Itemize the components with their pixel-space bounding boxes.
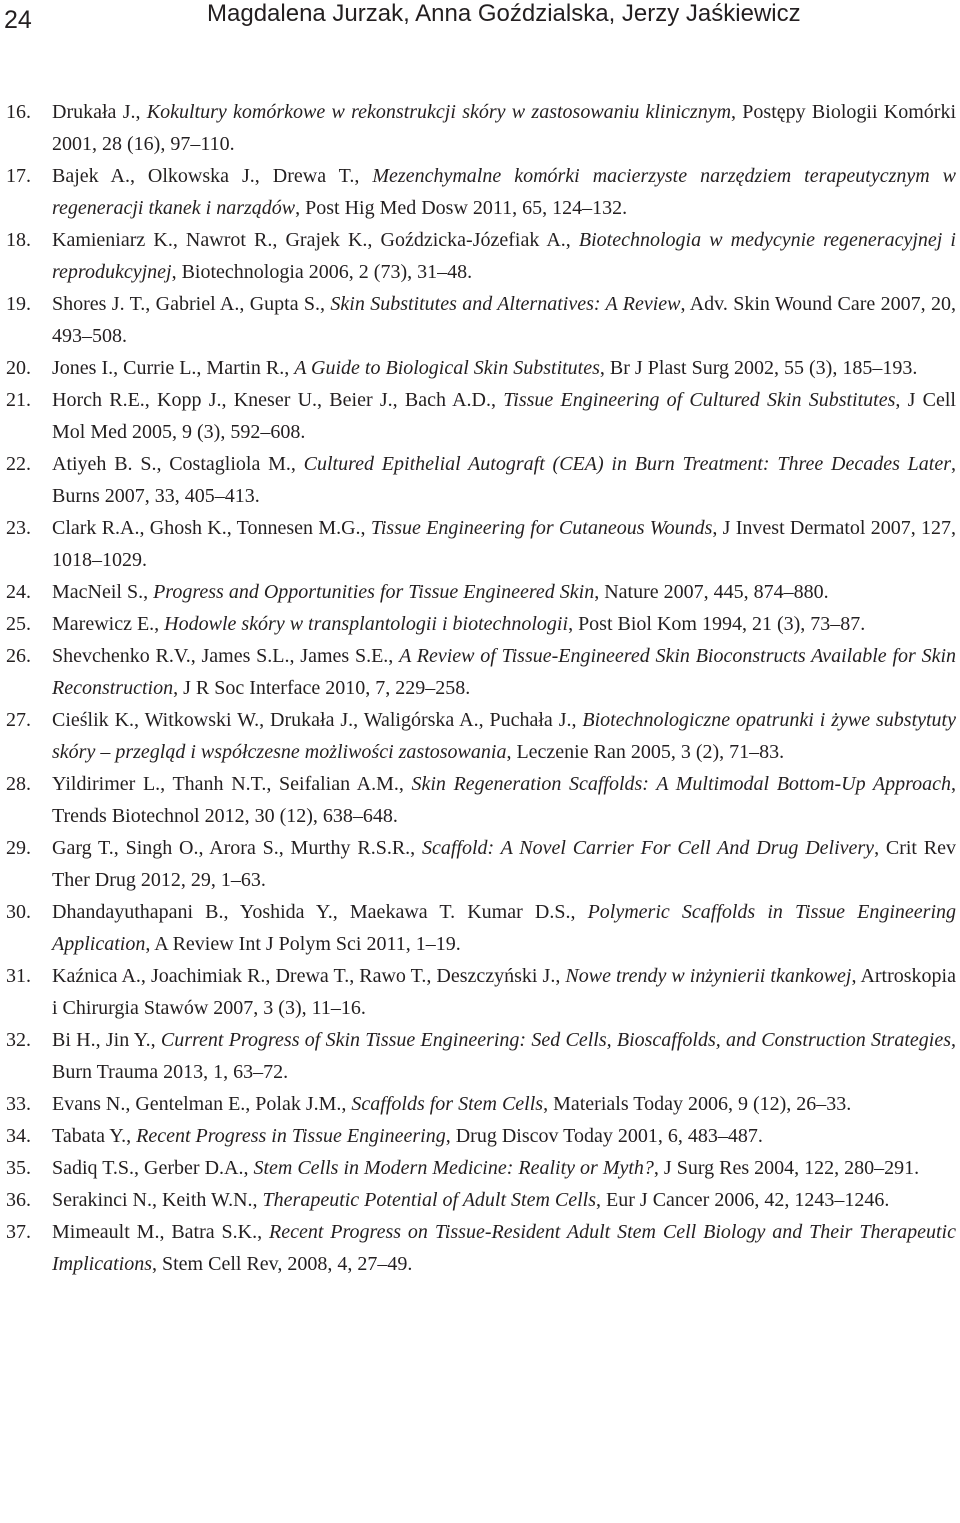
reference-title: Nowe trendy w inżynierii tkankowej <box>565 965 852 987</box>
reference-title: Current Progress of Skin Tissue Engineering: Sed Cells, Bioscaffolds, and Construction Strategies <box>160 1029 951 1051</box>
reference-authors: Marewicz E., <box>52 613 165 635</box>
reference-authors: Shores J. T., Gabriel A., Gupta S., <box>52 293 331 315</box>
reference-title: Biotechnologia w medycynie regeneracyjnej i reprodukcyjnej <box>52 229 956 283</box>
reference-item <box>6 704 956 768</box>
running-head: Magdalena Jurzak, Anna Goździalska, Jerzy Jaśkiewicz <box>207 0 801 27</box>
reference-authors: Horch R.E., Kopp J., Kneser U., Beier J., Bach A.D., <box>52 389 504 411</box>
reference-title: Tissue Engineering for Cutaneous Wounds <box>370 517 713 539</box>
reference-title: Progress and Opportunities for Tissue Engineered Skin <box>153 581 595 603</box>
page-header <box>0 0 960 40</box>
reference-authors: Tabata Y., <box>52 1125 137 1147</box>
reference-item <box>6 1184 956 1216</box>
reference-item <box>6 1088 956 1120</box>
reference-text <box>52 384 956 448</box>
reference-source: , Trends Biotechnol 2012, 30 (12), 638–648. <box>52 773 956 827</box>
reference-number: 33. <box>6 1093 31 1115</box>
reference-authors: Bajek A., Olkowska J., Drewa T., <box>52 165 373 187</box>
reference-authors: Shevchenko R.V., James S.L., James S.E., <box>52 645 400 667</box>
reference-text <box>52 576 956 608</box>
reference-title: Mezenchymalne komórki macierzyste narzędziem terapeutycznym w regeneracji tkanek i narządów <box>52 165 956 219</box>
reference-number: 28. <box>6 773 31 795</box>
reference-authors: Atiyeh B. S., Costagliola M., <box>52 453 304 475</box>
page-number: 24 <box>4 6 32 34</box>
reference-source: , J R Soc Interface 2010, 7, 229–258. <box>173 677 471 699</box>
reference-number: 18. <box>6 229 31 251</box>
reference-title: Stem Cells in Modern Medicine: Reality or Myth? <box>253 1157 654 1179</box>
reference-source: , Br J Plast Surg 2002, 55 (3), 185–193. <box>599 357 918 379</box>
reference-number: 24. <box>6 581 31 603</box>
reference-source: , Drug Discov Today 2001, 6, 483–487. <box>445 1125 763 1147</box>
reference-item <box>6 608 956 640</box>
reference-text <box>52 640 956 704</box>
reference-text <box>52 1120 956 1152</box>
reference-number: 32. <box>6 1029 31 1051</box>
reference-number: 23. <box>6 517 31 539</box>
reference-title: Skin Substitutes and Alternatives: A Review <box>330 293 681 315</box>
reference-title: Polymeric Scaffolds in Tissue Engineering Application <box>52 901 956 955</box>
reference-text <box>52 608 956 640</box>
reference-item <box>6 896 956 960</box>
reference-item <box>6 1216 956 1280</box>
reference-number: 36. <box>6 1189 31 1211</box>
reference-authors: Sadiq T.S., Gerber D.A., <box>52 1157 254 1179</box>
reference-item <box>6 960 956 1024</box>
reference-source: , Postępy Biologii Komórki 2001, 28 (16), 97–110. <box>52 101 956 155</box>
reference-item <box>6 384 956 448</box>
reference-authors: Cieślik K., Witkowski W., Drukała J., Waligórska A., Puchała J., <box>52 709 583 731</box>
reference-item <box>6 832 956 896</box>
reference-number: 17. <box>6 165 31 187</box>
reference-source: , J Surg Res 2004, 122, 280–291. <box>653 1157 920 1179</box>
reference-title: Hodowle skóry w transplantologii i biotechnologii <box>164 613 569 635</box>
reference-title: Recent Progress in Tissue Engineering <box>136 1125 446 1147</box>
reference-number: 27. <box>6 709 31 731</box>
reference-item <box>6 1024 956 1088</box>
reference-authors: Mimeault M., Batra S.K., <box>52 1221 269 1243</box>
reference-authors: Clark R.A., Ghosh K., Tonnesen M.G., <box>52 517 371 539</box>
reference-text <box>52 448 956 512</box>
reference-item <box>6 1152 956 1184</box>
reference-text <box>52 768 956 832</box>
reference-title: Tissue Engineering of Cultured Skin Substitutes <box>503 389 896 411</box>
reference-text <box>52 1184 956 1216</box>
reference-number: 20. <box>6 357 31 379</box>
reference-authors: Dhandayuthapani B., Yoshida Y., Maekawa T. Kumar D.S., <box>52 901 588 923</box>
reference-text <box>52 832 956 896</box>
reference-title: Scaffolds for Stem Cells <box>351 1093 544 1115</box>
reference-number: 34. <box>6 1125 31 1147</box>
reference-authors: Jones I., Currie L., Martin R., <box>52 357 295 379</box>
reference-source: , Leczenie Ran 2005, 3 (2), 71–83. <box>506 741 785 763</box>
reference-number: 22. <box>6 453 31 475</box>
reference-authors: MacNeil S., <box>52 581 154 603</box>
reference-authors: Yildirimer L., Thanh N.T., Seifalian A.M., <box>52 773 412 795</box>
reference-source: , Post Biol Kom 1994, 21 (3), 73–87. <box>568 613 866 635</box>
reference-source: , Nature 2007, 445, 874–880. <box>594 581 829 603</box>
reference-source: , Artroskopia i Chirurgia Stawów 2007, 3 (3), 11–16. <box>52 965 956 1019</box>
reference-authors: Drukała J., <box>52 101 147 123</box>
reference-text <box>52 960 956 1024</box>
reference-item <box>6 160 956 224</box>
reference-source: , A Review Int J Polym Sci 2011, 1–19. <box>145 933 461 955</box>
reference-source: , Eur J Cancer 2006, 42, 1243–1246. <box>596 1189 890 1211</box>
reference-number: 25. <box>6 613 31 635</box>
reference-number: 35. <box>6 1157 31 1179</box>
reference-text <box>52 288 956 352</box>
reference-title: Kokultury komórkowe w rekonstrukcji skóry w zastosowaniu klinicznym <box>146 101 732 123</box>
reference-source: , Adv. Skin Wound Care 2007, 20, 493–508. <box>52 293 956 347</box>
reference-text <box>52 160 956 224</box>
reference-title: Scaffold: A Novel Carrier For Cell And Drug Delivery <box>421 837 875 859</box>
reference-number: 26. <box>6 645 31 667</box>
reference-source: , Burns 2007, 33, 405–413. <box>52 453 956 507</box>
reference-text <box>52 1152 956 1184</box>
reference-text <box>52 224 956 288</box>
reference-title: A Review of Tissue-Engineered Skin Bioconstructs Available for Skin Reconstruction <box>52 645 956 699</box>
reference-source: , Biotechnologia 2006, 2 (73), 31–48. <box>171 261 473 283</box>
reference-title: Biotechnologiczne opatrunki i żywe substytuty skóry – przegląd i współczesne możliwości zastosowania <box>52 709 956 763</box>
reference-number: 37. <box>6 1221 31 1243</box>
reference-text <box>52 512 956 576</box>
reference-authors: Kaźnica A., Joachimiak R., Drewa T., Rawo T., Deszczyński J., <box>52 965 566 987</box>
reference-item <box>6 768 956 832</box>
reference-number: 31. <box>6 965 31 987</box>
reference-authors: Serakinci N., Keith W.N., <box>52 1189 263 1211</box>
reference-source: , Crit Rev Ther Drug 2012, 29, 1–63. <box>52 837 956 891</box>
reference-number: 19. <box>6 293 31 315</box>
reference-number: 16. <box>6 101 31 123</box>
reference-source: , Post Hig Med Dosw 2011, 65, 124–132. <box>295 197 628 219</box>
reference-text <box>52 704 956 768</box>
reference-source: , Materials Today 2006, 9 (12), 26–33. <box>543 1093 852 1115</box>
reference-source: , J Cell Mol Med 2005, 9 (3), 592–608. <box>52 389 956 443</box>
reference-text <box>52 1216 956 1280</box>
reference-number: 29. <box>6 837 31 859</box>
reference-text <box>52 352 956 384</box>
reference-authors: Garg T., Singh O., Arora S., Murthy R.S.R., <box>52 837 422 859</box>
reference-item <box>6 640 956 704</box>
reference-authors: Evans N., Gentelman E., Polak J.M., <box>52 1093 352 1115</box>
reference-text <box>52 1024 956 1088</box>
reference-source: , Stem Cell Rev, 2008, 4, 27–49. <box>152 1253 413 1275</box>
reference-item <box>6 352 956 384</box>
reference-title: Cultured Epithelial Autograft (CEA) in Burn Treatment: Three Decades Later <box>303 453 951 475</box>
reference-item <box>6 576 956 608</box>
reference-title: Therapeutic Potential of Adult Stem Cells <box>262 1189 597 1211</box>
reference-item <box>6 288 956 352</box>
reference-list <box>6 96 956 1280</box>
reference-source: , J Invest Dermatol 2007, 127, 1018–1029. <box>52 517 957 571</box>
reference-number: 21. <box>6 389 31 411</box>
reference-title: A Guide to Biological Skin Substitutes <box>294 357 600 379</box>
reference-number: 30. <box>6 901 31 923</box>
reference-text <box>52 896 956 960</box>
reference-item <box>6 224 956 288</box>
reference-authors: Bi H., Jin Y., <box>52 1029 161 1051</box>
reference-item <box>6 96 956 160</box>
reference-item <box>6 1120 956 1152</box>
reference-item <box>6 448 956 512</box>
reference-item <box>6 512 956 576</box>
reference-title: Recent Progress on Tissue-Resident Adult Stem Cell Biology and Their Therapeutic Implications <box>52 1221 956 1275</box>
reference-source: , Burn Trauma 2013, 1, 63–72. <box>52 1029 956 1083</box>
reference-text <box>52 1088 956 1120</box>
reference-text <box>52 96 956 160</box>
reference-title: Skin Regeneration Scaffolds: A Multimodal Bottom-Up Approach <box>411 773 951 795</box>
reference-authors: Kamieniarz K., Nawrot R., Grajek K., Goździcka-Józefiak A., <box>52 229 579 251</box>
